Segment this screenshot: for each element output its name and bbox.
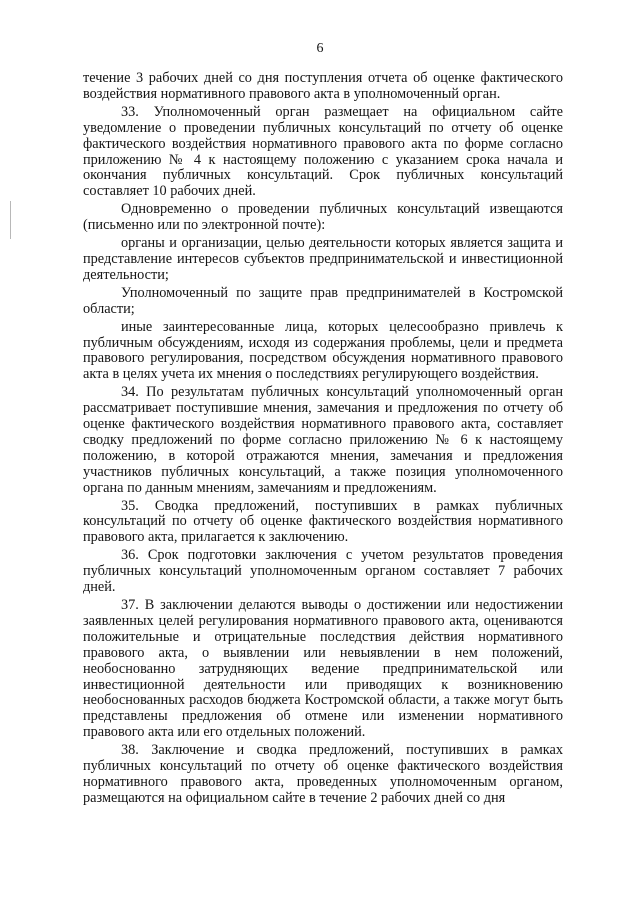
paragraph-34: 34. По результатам публичных консультаций уполномоченный орган рассматривает поступившие мнения, замечания и предложения по отчету об оценке фактического воздействия нормативного правового акта, составляет сводку предложений по форме согласно приложению № 6 к настоящему положению, в которой отражаются мнения, замечания и предложения участников публичных консультаций, а также позиция уполномоченного органа по данным мнениям, замечаниям и предложениям. — [83, 384, 563, 496]
paragraph-33: 33. Уполномоченный орган размещает на официальном сайте уведомление о проведении публичных консультаций по отчету об оценке фактического воздействия нормативного правового акта по форме согласно приложению № 4 к настоящему положению с указанием срока начала и окончания публичных консультаций. Срок публичных консультаций составляет 10 рабочих дней. — [83, 103, 563, 200]
paragraph-continuation: течение 3 рабочих дней со дня поступления отчета об оценке фактического воздействия нормативного правового акта в уполномоченный орган. — [83, 70, 563, 102]
paragraph-organizations: органы и организации, целью деятельности которых является защита и представление интересов субъектов предпринимательской и инвестиционной деятельности; — [83, 235, 563, 283]
margin-mark — [10, 201, 11, 239]
paragraph-35: 35. Сводка предложений, поступивших в рамках публичных консультаций по отчету об оценке фактического воздействия нормативного правового акта, прилагается к заключению. — [83, 497, 563, 546]
paragraph-37: 37. В заключении делаются выводы о достижении или недостижении заявленных целей регулирования нормативного правового акта, оцениваются положительные и отрицательные последствия действия нормативного правового акта, о выявлении или невыявлении в нем положений, необоснованно затрудняющих ведение предпринимательской или инвестиционной деятельности или приводящих к возникновению необоснованных расходов бюджета Костромской области, а также могут быть представлены предложения об отмене или изменении нормативного правового акта или его отдельных положений. — [83, 597, 563, 741]
paragraph-ombudsman: Уполномоченный по защите прав предпринимателей в Костромской области; — [83, 284, 563, 317]
page-number: 6 — [316, 41, 324, 56]
paragraph-38: 38. Заключение и сводка предложений, поступивших в рамках публичных консультаций по отчету об оценке фактического воздействия нормативного правового акта, проведенных уполномоченным органом, размещаются на официальном сайте в течение 2 рабочих дней со дня — [83, 742, 563, 806]
paragraph-other-parties: иные заинтересованные лица, которых целесообразно привлечь к публичным обсуждениям, исходя из содержания проблемы, цели и предмета правового регулирования, посредством обсуждения нормативного правового акта в целях учета их мнения о последствиях регулирующего воздействия. — [83, 318, 563, 383]
document-body — [83, 71, 563, 809]
paragraph-36: 36. Срок подготовки заключения с учетом результатов проведения публичных консультаций уполномоченным органом составляет 7 рабочих дней. — [83, 547, 563, 596]
paragraph-notification-intro: Одновременно о проведении публичных консультаций извещаются (письменно или по электронной почте): — [83, 201, 563, 234]
